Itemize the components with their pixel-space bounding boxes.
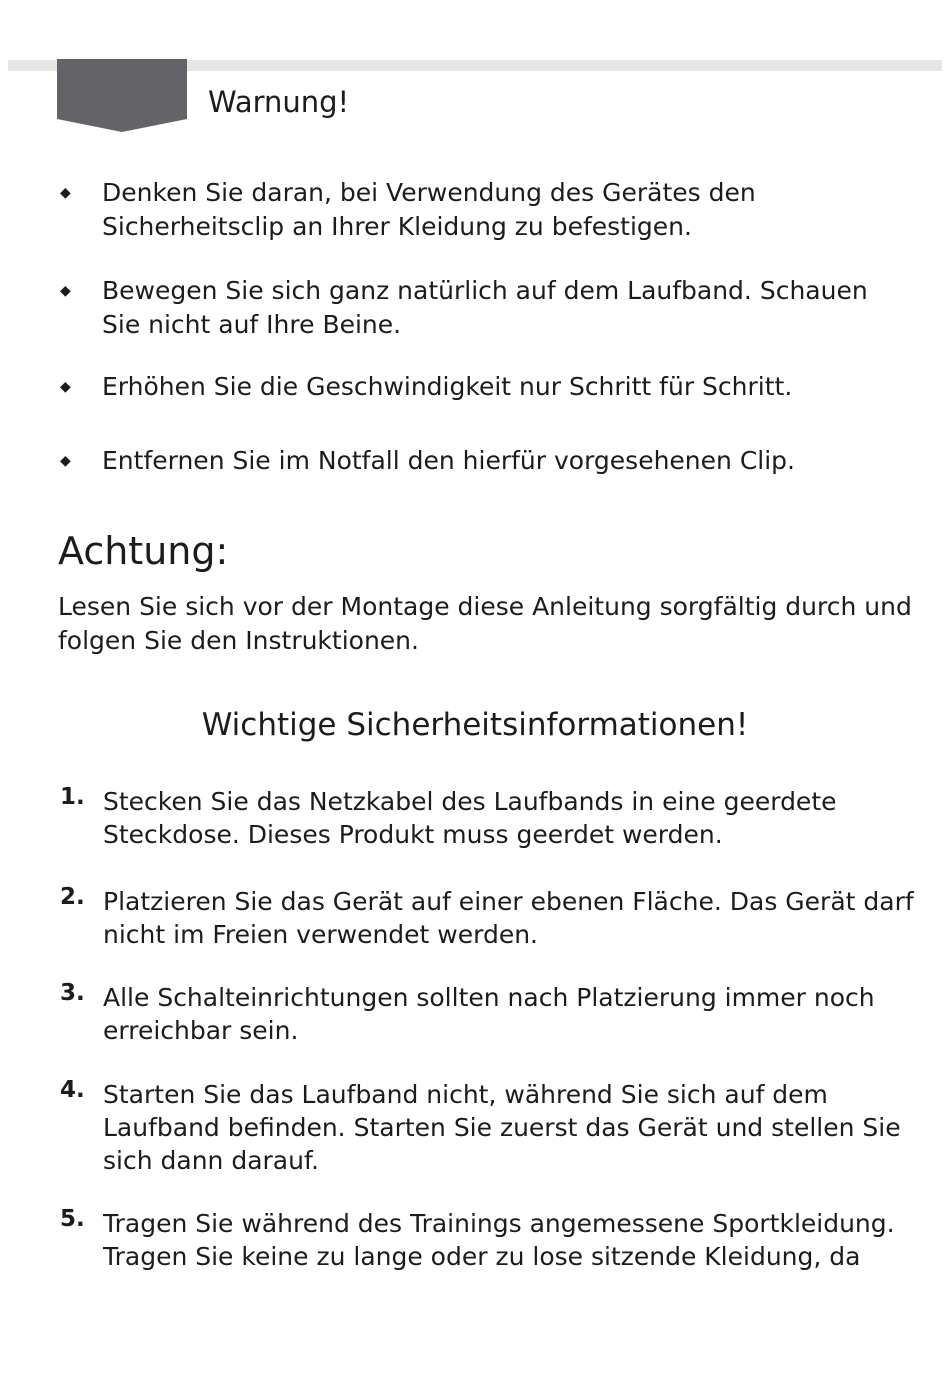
diamond-bullet-icon: ◆ [60,453,71,469]
safety-item [60,981,920,1047]
safety-item-number: 1. [60,784,85,810]
warning-item [60,370,910,404]
warning-item [60,274,910,342]
diamond-bullet-icon: ◆ [60,283,71,299]
safety-item-number: 5. [60,1206,85,1232]
safety-item [60,1207,920,1273]
safety-info-title: Wichtige Sicherheitsinformationen! [201,707,749,743]
warning-item-text: Erhöhen Sie die Geschwindigkeit nur Schritt für Schritt. [102,372,793,401]
safety-item-text: Stecken Sie das Netzkabel des Laufbands in eine geerdete Steckdose. Dieses Produkt muss geerdet werden. [103,787,837,849]
safety-item-number: 4. [60,1077,85,1103]
attention-text: Lesen Sie sich vor der Montage diese Anleitung sorgfältig durch und folgen Sie den Instruktionen. [58,592,912,655]
diamond-bullet-icon: ◆ [60,379,71,395]
safety-item [60,785,920,851]
section-tab-icon [57,59,187,132]
safety-item-text: Alle Schalteinrichtungen sollten nach Platzierung immer noch erreichbar sein. [103,983,875,1045]
warning-item [60,444,910,478]
warning-item [60,176,910,244]
diamond-bullet-icon: ◆ [60,185,71,201]
safety-item-number: 3. [60,980,85,1006]
warning-item-text: Bewegen Sie sich ganz natürlich auf dem Laufband. Schauen Sie nicht auf Ihre Beine. [102,276,868,339]
warning-item-text: Denken Sie daran, bei Verwendung des Gerätes den Sicherheitsclip an Ihrer Kleidung zu befestigen. [102,178,756,241]
safety-item [60,885,920,951]
warning-item-text: Entfernen Sie im Notfall den hierfür vorgesehenen Clip. [102,446,795,475]
attention-title: Achtung: [58,529,229,573]
safety-item-text: Platzieren Sie das Gerät auf einer ebenen Fläche. Das Gerät darf nicht im Freien verwendet werden. [103,887,914,949]
warning-title: Warnung! [208,85,350,119]
safety-item [60,1078,920,1177]
safety-item-text: Starten Sie das Laufband nicht, während Sie sich auf dem Laufband befinden. Starten Sie zuerst das Gerät und stellen Sie sich dann darauf. [103,1080,901,1175]
safety-item-text: Tragen Sie während des Trainings angemessene Sportkleidung. Tragen Sie keine zu lange oder zu lose sitzende Kleidung, da [103,1209,895,1271]
safety-item-number: 2. [60,884,85,910]
